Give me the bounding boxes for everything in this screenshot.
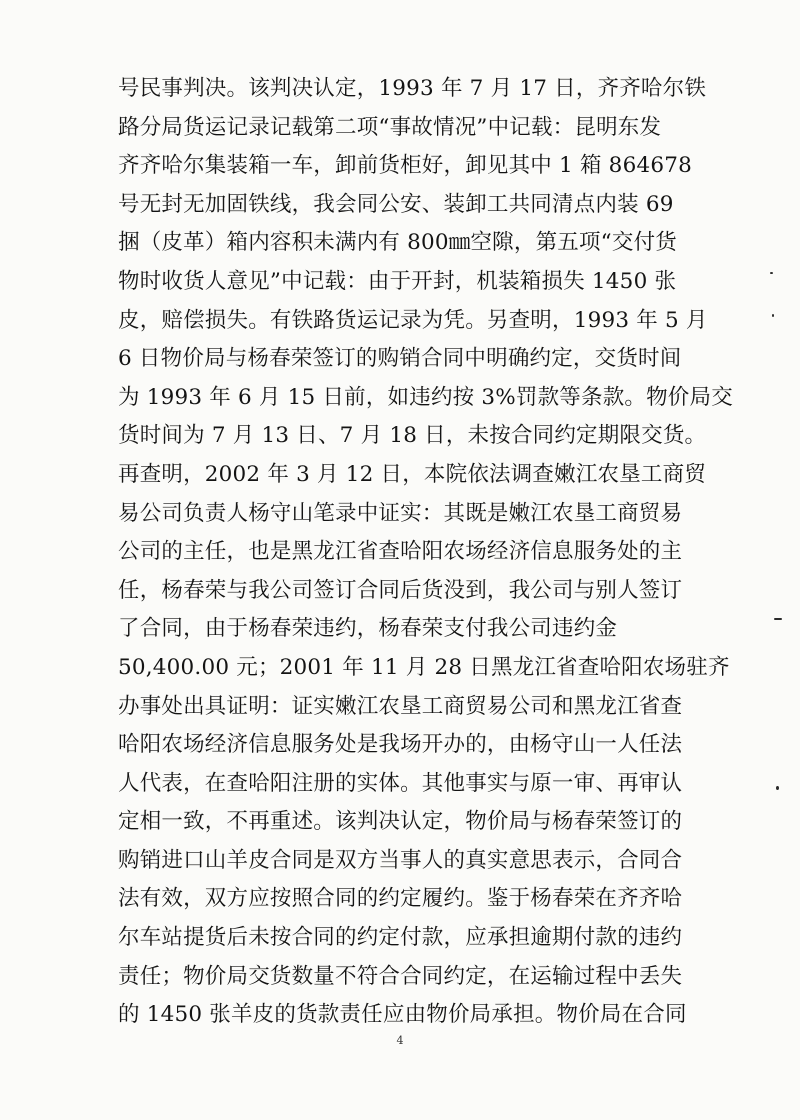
- text-line: 物时收货人意见”中记载：由于开封，机装箱损失 1450 张: [118, 268, 677, 294]
- text-line: 50,400.00 元；2001 年 11 月 28 日黑龙江省查哈阳农场驻齐: [118, 654, 730, 680]
- text-line: 任，杨春荣与我公司签订合同后货没到，我公司与别人签订: [118, 577, 683, 603]
- text-line: 尔车站提货后未按合同的约定付款，应承担逾期付款的违约: [118, 925, 683, 951]
- text-line: 号无封无加固铁线，我会同公安、装卸工共同清点内装 69: [118, 191, 674, 217]
- text-line: 定相一致，不再重述。该判决认定，物价局与杨春荣签订的: [118, 809, 683, 835]
- text-line: 路分局货运记录记载第二项“事故情况”中记载：昆明东发: [118, 114, 662, 140]
- scan-speck: [776, 786, 779, 790]
- scan-speck: [772, 314, 774, 317]
- text-line: 法有效，双方应按照合同的约定履约。鉴于杨春荣在齐齐哈: [118, 886, 683, 912]
- body-text: [118, 70, 733, 1035]
- text-line: 再查明，2002 年 3 月 12 日，本院依法调查嫩江农垦工商贸: [118, 461, 707, 487]
- scan-speck: [770, 272, 773, 274]
- text-line: 易公司负责人杨守山笔录中证实：其既是嫩江农垦工商贸易: [118, 500, 683, 526]
- text-line: 公司的主任，也是黑龙江省查哈阳农场经济信息服务处的主: [118, 539, 683, 565]
- text-line: 号民事判决。该判决认定，1993 年 7 月 17 日，齐齐哈尔铁: [118, 76, 707, 101]
- text-line: 捆（皮革）箱内容积未满内有 800㎜空隙，第五项“交付货: [118, 230, 677, 256]
- text-line: 齐齐哈尔集装箱一车，卸前货柜好，卸见其中 1 箱 864678: [118, 153, 692, 179]
- text-line: 了合同，由于杨春荣违约，杨春荣支付我公司违约金: [118, 616, 618, 642]
- text-line: 购销进口山羊皮合同是双方当事人的真实意思表示，合同合: [118, 847, 683, 873]
- text-line: 办事处出具证明：证实嫩江农垦工商贸易公司和黑龙江省查: [118, 693, 683, 719]
- text-line: 哈阳农场经济信息服务处是我场开办的，由杨守山一人任法: [118, 732, 683, 758]
- text-line: 货时间为 7 月 13 日、7 月 18 日，未按合同约定期限交货。: [118, 423, 707, 449]
- text-line: 责任；物价局交货数量不符合合同约定，在运输过程中丢失: [118, 963, 683, 989]
- text-line: 人代表，在查哈阳注册的实体。其他事实与原一审、再审认: [118, 770, 683, 796]
- text-line: 皮，赔偿损失。有铁路货运记录为凭。另查明，1993 年 5 月: [118, 307, 708, 333]
- text-line: 为 1993 年 6 月 15 日前，如违约按 3%罚款等条款。物价局交: [118, 384, 733, 410]
- text-line: 6 日物价局与杨春荣签订的购销合同中明确约定，交货时间: [118, 346, 682, 372]
- page-number: 4: [396, 1034, 404, 1047]
- scan-speck: [774, 618, 782, 620]
- text-line: 的 1450 张羊皮的货款责任应由物价局承担。物价局在合同: [118, 1002, 687, 1028]
